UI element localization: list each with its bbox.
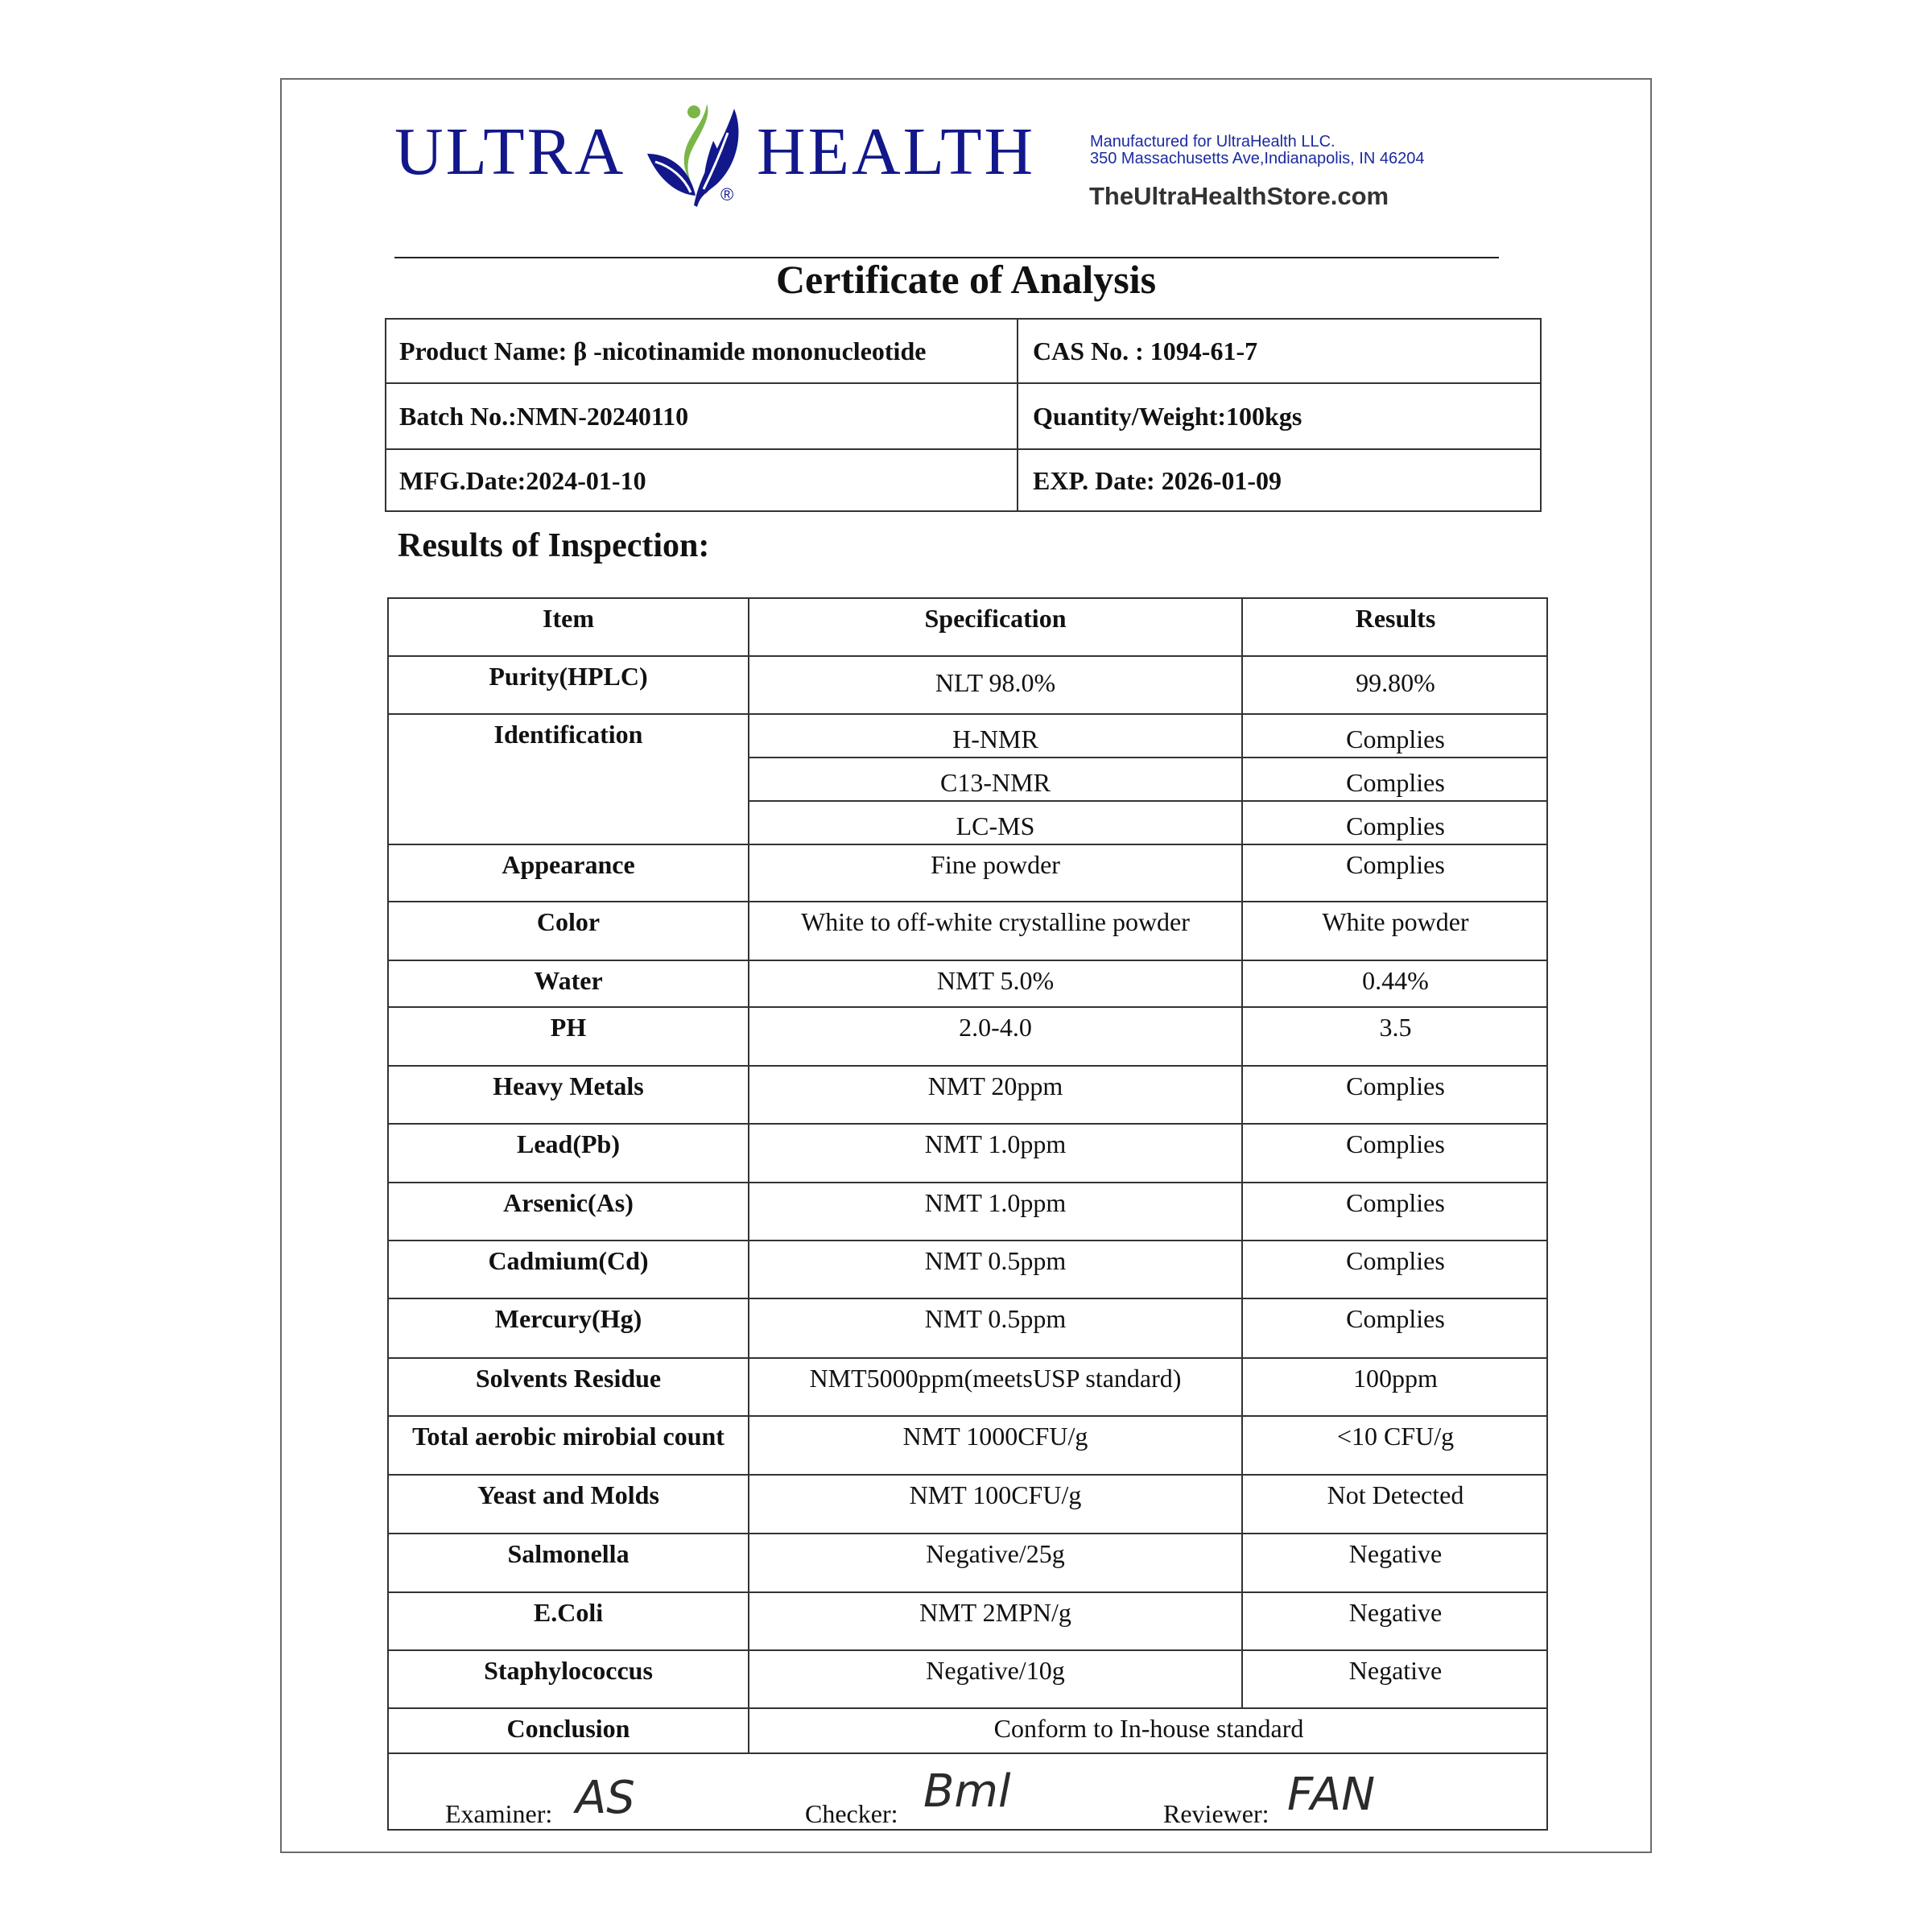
spec-cell: NMT 1000CFU/g [749,1417,1243,1474]
spec-cell: NMT5000ppm(meetsUSP standard) [749,1359,1243,1415]
result-cell: Not Detected [1327,1480,1464,1509]
table-row [389,845,1546,902]
table-row [389,1008,1546,1067]
result-cell: Complies [1346,1129,1445,1158]
identification-subrow [749,715,1548,758]
product-name: Product Name: β -nicotinamide mononucleotide [386,320,1018,382]
header-results: Results [1355,604,1436,633]
identification-row [389,715,1546,845]
table-row [389,657,1546,715]
spec-cell: Negative/25g [749,1534,1243,1591]
conclusion-value: Conform to In-house standard [993,1714,1304,1743]
examiner-signature: AS [576,1772,635,1824]
result-cell: Negative [1348,1598,1443,1627]
product-info-table [385,318,1542,512]
table-row [389,1359,1546,1417]
item-cell: Solvents Residue [389,1359,749,1415]
info-row [386,384,1540,450]
page-title: Certificate of Analysis [775,257,1157,302]
item-cell: Arsenic(As) [389,1183,749,1240]
spec-cell: NMT 20ppm [749,1067,1243,1123]
quantity-weight: Quantity/Weight:100kgs [1033,401,1302,431]
conclusion-row [389,1709,1546,1754]
result-cell: 100ppm [1353,1364,1438,1393]
item-cell: Yeast and Molds [389,1476,749,1533]
signature-row [389,1754,1546,1829]
inspection-table [387,597,1548,1831]
table-row [389,1125,1546,1183]
item-cell: Heavy Metals [389,1067,749,1123]
header-specification: Specification [749,599,1243,655]
spec-cell: 2.0-4.0 [749,1008,1243,1065]
table-row [389,1476,1546,1534]
spec-cell: NMT 0.5ppm [749,1299,1243,1357]
table-row [389,1417,1546,1476]
spec-cell: NMT 0.5ppm [749,1241,1243,1298]
manufacturer-info [1090,134,1424,167]
table-row [389,1534,1546,1593]
item-cell: Color [389,902,749,960]
result-cell: Negative [1348,1539,1443,1568]
result-cell: 3.5 [1379,1013,1412,1042]
item-cell: Water [389,961,749,1006]
reviewer-signature: FAN [1287,1769,1376,1821]
result-cell: 0.44% [1362,966,1429,995]
item-cell: Appearance [389,845,749,901]
result-cell: Complies [1346,1188,1445,1217]
item-cell: Mercury(Hg) [389,1299,749,1357]
result-cell: Complies [1346,811,1445,840]
table-row [389,1299,1546,1359]
batch-number: Batch No.:NMN-20240110 [386,384,1018,448]
spec-cell: NMT 1.0ppm [749,1125,1243,1182]
item-cell: Staphylococcus [389,1651,749,1707]
table-row [389,1183,1546,1241]
item-cell: Purity(HPLC) [389,657,749,713]
info-row [386,320,1540,384]
item-cell: Identification [389,715,749,844]
checker-label: Checker: [805,1799,898,1828]
table-row [389,961,1546,1008]
table-header-row [389,599,1546,657]
examiner-label: Examiner: [445,1799,553,1828]
item-cell: PH [389,1008,749,1065]
cas-number: CAS No. : 1094-61-7 [1033,336,1258,365]
result-cell: Negative [1348,1656,1443,1685]
result-cell: Complies [1346,1304,1445,1333]
logo-word-health: HEALTH [757,114,1036,189]
table-row [389,1067,1546,1125]
spec-cell: NMT 100CFU/g [749,1476,1243,1533]
results-heading: Results of Inspection: [398,527,710,564]
store-url: TheUltraHealthStore.com [1089,182,1389,210]
result-cell: Complies [1346,850,1445,879]
info-row [386,450,1540,512]
table-row [389,902,1546,961]
spec-cell: Negative/10g [749,1651,1243,1707]
mfg-date: MFG.Date:2024-01-10 [386,450,1018,512]
spec-cell: NLT 98.0% [749,657,1243,713]
address-line: 350 Massachusetts Ave,Indianapolis, IN 46204 [1090,150,1425,167]
header-item: Item [389,599,749,655]
reviewer-label: Reviewer: [1163,1799,1269,1828]
item-cell: Salmonella [389,1534,749,1591]
item-cell: Lead(Pb) [389,1125,749,1182]
table-row [389,1593,1546,1651]
table-row [389,1241,1546,1299]
result-cell: White powder [1322,907,1469,936]
checker-signature: Bml [923,1765,1011,1818]
spec-cell: NMT 5.0% [749,961,1243,1006]
spec-cell: H-NMR [749,715,1243,757]
item-cell: Cadmium(Cd) [389,1241,749,1298]
result-cell: Complies [1346,768,1445,797]
result-cell: Complies [1346,724,1445,753]
manufacturer-line: Manufactured for UltraHealth LLC. [1090,133,1335,151]
result-cell: Complies [1346,1071,1445,1100]
spec-cell: NMT 2MPN/g [749,1593,1243,1649]
spec-cell: C13-NMR [749,758,1243,800]
registered-mark: ® [720,184,734,204]
item-cell: Total aerobic mirobial count [389,1417,749,1474]
spec-cell: White to off-white crystalline powder [749,902,1243,960]
conclusion-label: Conclusion [389,1709,749,1752]
identification-subrow [749,802,1548,845]
result-cell: 99.80% [1356,668,1435,697]
spec-cell: Fine powder [749,845,1243,901]
logo-word-ultra: ULTRA [394,114,626,189]
identification-subrow [749,758,1548,802]
result-cell: <10 CFU/g [1336,1422,1455,1451]
exp-date: EXP. Date: 2026-01-09 [1033,466,1282,495]
item-cell: E.Coli [389,1593,749,1649]
result-cell: Complies [1346,1246,1445,1275]
ultra-health-logo [394,101,1036,213]
spec-cell: LC-MS [749,802,1243,845]
spec-cell: NMT 1.0ppm [749,1183,1243,1240]
table-row [389,1651,1546,1709]
